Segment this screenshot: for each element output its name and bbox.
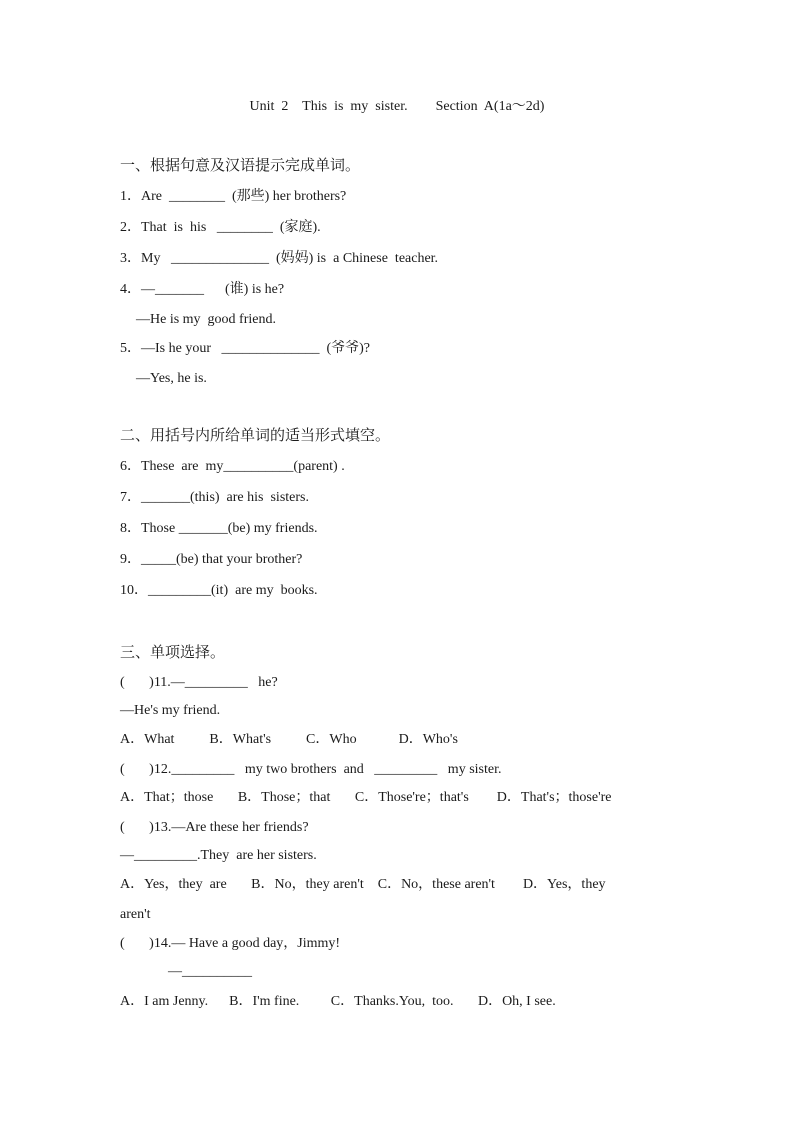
section-2-heading: 二、用括号内所给单词的适当形式填空。 xyxy=(120,426,391,444)
question-4: 4．—_______ (谁) is he? xyxy=(120,282,285,297)
page-title: Unit 2 This is my sister. Section A(1a～2d) xyxy=(249,99,545,114)
question-3: 3．My ______________ (妈妈) is a Chinese teacher. xyxy=(120,251,439,266)
question-10: 10．_________(it) are my books. xyxy=(120,583,318,598)
question-14-response: —__________ xyxy=(168,964,252,979)
section-3-heading: 三、单项选择。 xyxy=(120,643,226,661)
question-12-options: A．That；those B．Those；that C．Those're；that's D．That's；those're xyxy=(120,790,612,805)
question-12: ( )12._________ my two brothers and _________ my sister. xyxy=(120,762,502,777)
question-13-options-wrap: aren't xyxy=(120,907,151,922)
question-6: 6．These are my__________(parent) . xyxy=(120,459,345,474)
question-13-response: —_________.They are her sisters. xyxy=(120,848,317,863)
question-11-options: A．What B．What's C．Who D．Who's xyxy=(120,732,458,747)
section-1-heading: 一、根据句意及汉语提示完成单词。 xyxy=(120,156,361,174)
question-14: ( )14.— Have a good day，Jimmy! xyxy=(120,936,341,951)
question-1: 1．Are ________ (那些) her brothers? xyxy=(120,189,347,204)
question-9: 9．_____(be) that your brother? xyxy=(120,552,303,567)
question-4-answer: —He is my good friend. xyxy=(136,312,276,327)
question-13-options: A．Yes，they are B．No，they aren't C．No，these aren't D．Yes，they xyxy=(120,877,606,892)
question-13: ( )13.—Are these her friends? xyxy=(120,820,309,835)
question-5-answer: —Yes, he is. xyxy=(136,371,207,386)
question-14-options: A．I am Jenny. B．I'm fine. C．Thanks.You, too. D．Oh, I see. xyxy=(120,994,556,1009)
question-7: 7．_______(this) are his sisters. xyxy=(120,490,309,505)
question-11-response: —He's my friend. xyxy=(120,703,221,718)
question-2: 2．That is his ________ (家庭). xyxy=(120,220,321,235)
question-8: 8．Those _______(be) my friends. xyxy=(120,521,318,536)
question-5: 5．—Is he your ______________ (爷爷)? xyxy=(120,341,371,356)
question-11: ( )11.—_________ he? xyxy=(120,675,278,690)
